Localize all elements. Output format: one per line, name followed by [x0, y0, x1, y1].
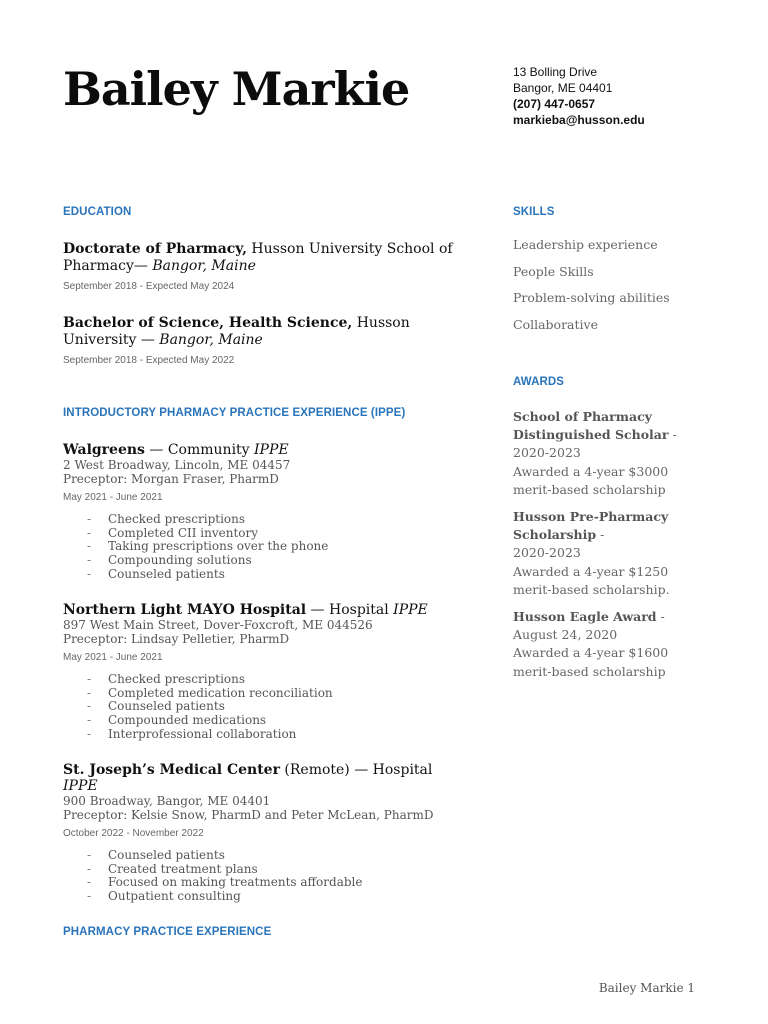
experience-type: IPPE: [254, 442, 289, 458]
preceptor: Preceptor: Lindsay Pelletier, PharmD: [63, 632, 290, 646]
award-name: Husson Eagle Award: [513, 609, 657, 625]
preceptor: Preceptor: Kelsie Snow, PharmD and Peter McLean, PharmD: [63, 808, 434, 822]
list-item: - Compounded medications: [87, 714, 468, 728]
degree: Bachelor of Science, Health Science,: [63, 315, 353, 331]
duties-list: [87, 849, 468, 904]
ppe-heading: PHARMACY PRACTICE EXPERIENCE: [63, 926, 272, 938]
awards-list: [513, 408, 693, 690]
award-name: School of Pharmacy: [513, 409, 652, 424]
experience-item: [63, 762, 468, 904]
award-dates: August 24, 2020: [513, 627, 618, 643]
candidate-name: Bailey Markie: [63, 62, 410, 116]
address-line-2: Bangor, ME 04401: [513, 81, 613, 95]
page-footer: Bailey Markie 1: [598, 981, 695, 995]
experience-dates: May 2021 - June 2021: [63, 492, 163, 503]
list-item: - Outpatient consulting: [87, 890, 468, 904]
duties-list: [87, 673, 468, 742]
skill-item: Collaborative: [513, 316, 598, 332]
awards-heading: AWARDS: [513, 376, 565, 388]
experience-item: [63, 442, 468, 582]
experience-item: [63, 602, 468, 742]
education-item: [63, 315, 468, 367]
education-dates: September 2018 - Expected May 2022: [63, 355, 235, 366]
list-item: - Completed CII inventory: [87, 527, 468, 541]
email[interactable]: markieba@husson.edu: [513, 113, 645, 127]
setting: (Remote) — Hospital: [279, 762, 433, 778]
list-item: - Created treatment plans: [87, 863, 468, 877]
list-item: - Completed medication reconciliation: [87, 687, 468, 701]
award-description-cont: merit-based scholarship: [513, 481, 666, 497]
education-heading: EDUCATION: [63, 206, 132, 218]
employer-address: 2 West Broadway, Lincoln, ME 04457: [63, 458, 291, 472]
employer: Walgreens: [63, 442, 145, 458]
award-name: Husson Pre-Pharmacy: [513, 509, 669, 525]
award-description: Awarded a 4-year $1600: [513, 645, 669, 661]
award-dash: -: [596, 527, 605, 543]
phone: (207) 447-0657: [513, 97, 596, 111]
award-description-cont: merit-based scholarship.: [513, 581, 670, 597]
list-item: - Counseled patients: [87, 849, 468, 863]
preceptor: Preceptor: Morgan Fraser, PharmD: [63, 472, 279, 486]
list-item: - Compounding solutions: [87, 554, 468, 568]
location: Bangor, Maine: [159, 332, 263, 348]
list-item: - Focused on making treatments affordable: [87, 876, 468, 890]
employer-address: 897 West Main Street, Dover-Foxcroft, ME 044526: [63, 618, 373, 632]
award-dash: -: [656, 609, 665, 625]
school: Husson University School of Pharmacy—: [63, 241, 453, 274]
employer: Northern Light MAYO Hospital: [63, 602, 307, 618]
list-item: - Counseled patients: [87, 700, 468, 714]
experience-dates: May 2021 - June 2021: [63, 652, 163, 663]
list-item: - Checked prescriptions: [87, 673, 468, 687]
setting: — Community: [144, 442, 255, 458]
list-item: - Checked prescriptions: [87, 513, 468, 527]
education-item: [63, 241, 468, 293]
experience-type: IPPE: [63, 778, 98, 794]
skill-item: Problem-solving abilities: [513, 290, 670, 305]
address-line-1: 13 Bolling Drive: [513, 65, 598, 79]
award-item: [513, 608, 693, 681]
experience-dates: October 2022 - November 2022: [63, 828, 204, 839]
ippe-heading: INTRODUCTORY PHARMACY PRACTICE EXPERIENCE (IPPE): [63, 407, 406, 419]
degree: Doctorate of Pharmacy,: [63, 241, 247, 257]
skill-item: People Skills: [513, 263, 594, 279]
education-dates: September 2018 - Expected May 2024: [63, 281, 235, 292]
experience-type: IPPE: [393, 602, 428, 618]
employer: St. Joseph’s Medical Center: [63, 762, 280, 778]
award-description-cont: merit-based scholarship: [513, 663, 666, 679]
list-item: - Taking prescriptions over the phone: [87, 540, 468, 554]
award-description: Awarded a 4-year $1250: [513, 563, 669, 579]
skill-item: Leadership experience: [513, 237, 658, 252]
contact-block: [513, 64, 645, 128]
award-name-cont: Scholarship: [513, 527, 597, 543]
list-item: - Interprofessional collaboration: [87, 728, 468, 742]
award-item: [513, 508, 693, 599]
award-dates: 2020-2023: [513, 545, 581, 561]
list-item: - Counseled patients: [87, 568, 468, 582]
skills-list: [513, 237, 670, 343]
duties-list: [87, 513, 468, 582]
school: Husson University —: [63, 315, 410, 348]
employer-address: 900 Broadway, Bangor, ME 04401: [63, 794, 271, 808]
award-dates: 2020-2023: [513, 445, 581, 461]
award-description: Awarded a 4-year $3000: [513, 463, 669, 479]
location: Bangor, Maine: [152, 258, 256, 274]
setting: — Hospital: [306, 602, 394, 618]
skills-heading: SKILLS: [513, 206, 555, 218]
award-name-cont: Distinguished Scholar: [513, 427, 669, 443]
award-dash: -: [668, 427, 677, 443]
award-item: [513, 408, 693, 499]
